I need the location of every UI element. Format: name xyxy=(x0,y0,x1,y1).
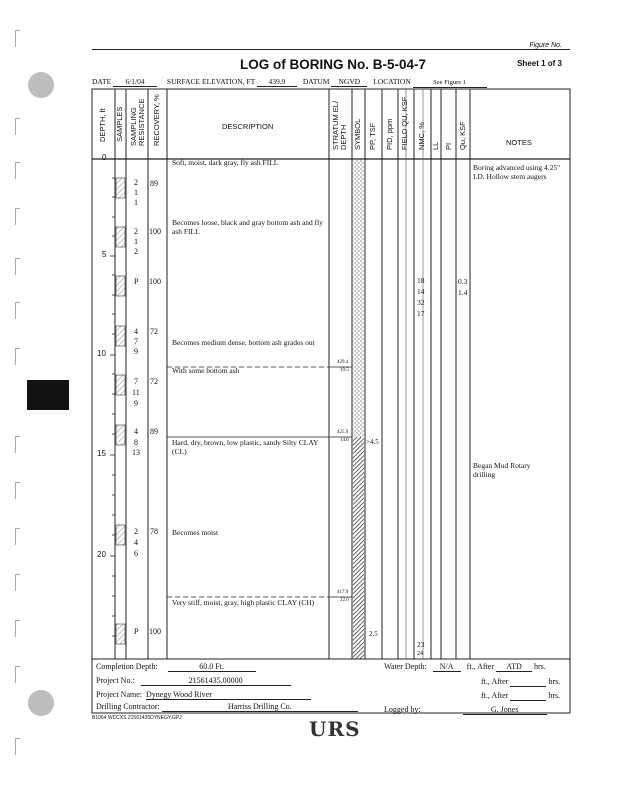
datum-label: DATUM xyxy=(302,77,330,86)
note-2: Began Mud Rotary drilling xyxy=(473,461,531,479)
pp-2: 2.5 xyxy=(369,630,378,638)
col-nmc: NMC, % xyxy=(417,122,426,150)
resistance-1: 2 xyxy=(134,178,138,187)
description-3: Becomes medium dense, bottom ash grades out xyxy=(172,338,315,347)
recovery-1: 89 xyxy=(150,179,158,188)
water-label: Water Depth: xyxy=(384,662,427,671)
stratum-1-depth: 10.5 xyxy=(340,368,349,373)
atd-value: ATD xyxy=(496,662,532,672)
completion-row xyxy=(96,662,256,672)
hrs-label-1: hrs. xyxy=(534,662,546,671)
contractor-value: Harriss Drilling Co. xyxy=(162,702,358,712)
col-resistance-text: SAMPLING RESISTANCE xyxy=(129,98,146,146)
after-label-3: ft., After xyxy=(481,691,509,700)
col-pp: PP, TSF xyxy=(368,122,377,150)
after-blank-3 xyxy=(510,691,546,701)
qu-2: 1.4 xyxy=(458,288,468,297)
note-1: Boring advanced using 4.25" I.D. Hollow stem augers xyxy=(473,163,561,181)
resistance-10: 9 xyxy=(134,347,138,356)
col-qu: Qu, KSF xyxy=(458,121,467,150)
completion-label: Completion Depth: xyxy=(96,662,158,671)
nmc-5: 23 xyxy=(417,640,425,649)
resistance-12: 11 xyxy=(132,388,140,397)
resistance-20: P xyxy=(134,627,139,636)
contractor-row xyxy=(96,702,358,712)
logged-value: G. Jones xyxy=(463,705,547,715)
file-name: B1064 WCCXS 21561435DYNEGY.GPJ xyxy=(92,715,182,721)
project-name-label: Project Name: xyxy=(96,690,142,699)
figure-no: Figure No. xyxy=(529,42,562,49)
col-symbol: SYMBOL xyxy=(353,118,362,150)
recovery-3: 100 xyxy=(149,277,161,286)
qu-1: 0.3 xyxy=(458,277,468,286)
col-pid: PID, ppm xyxy=(385,118,394,150)
recovery-5: 72 xyxy=(150,377,158,386)
resistance-15: 8 xyxy=(134,438,138,447)
resistance-19: 6 xyxy=(134,549,138,558)
project-no-label: Project No.: xyxy=(96,676,135,685)
resistance-5: 1 xyxy=(134,237,138,246)
nmc-2: 14 xyxy=(417,287,425,296)
col-field-qu: FIELD QU, KSF xyxy=(400,96,409,150)
stratum-3-depth: 22.0 xyxy=(340,598,349,603)
stratum-2-el: 425.9 xyxy=(337,430,349,435)
description-6: Becomes moist xyxy=(172,528,219,537)
logged-row xyxy=(384,705,547,715)
after-blank-2 xyxy=(510,677,546,687)
resistance-8: 4 xyxy=(134,327,138,336)
hrs-label-2: hrs. xyxy=(548,677,561,686)
col-recovery: RECOVERY, % xyxy=(152,94,161,146)
resistance-14: 4 xyxy=(134,427,138,436)
location-value: See Figure 1 xyxy=(413,78,487,88)
log-title: LOG of BORING No. B-5-04-7 xyxy=(240,57,427,72)
location-label: LOCATION xyxy=(373,77,411,86)
water-value: N/A xyxy=(433,662,461,672)
stratum-1-el: 429.4 xyxy=(337,360,349,365)
resistance-4: 2 xyxy=(134,227,138,236)
elev-value: 439.9 xyxy=(257,77,297,87)
depth-5: 5 xyxy=(102,250,107,259)
water-row-2 xyxy=(481,677,560,687)
stratum-2-depth: 14.0 xyxy=(340,438,349,443)
water-row xyxy=(384,662,546,672)
description-5: Hard, dry, brown, low plastic, sandy Silty CLAY (CL) xyxy=(172,438,319,456)
depth-0: 0 xyxy=(102,153,107,162)
resistance-18: 4 xyxy=(134,538,138,547)
recovery-4: 72 xyxy=(150,327,158,336)
datum-value: NGVD xyxy=(331,77,367,87)
resistance-7: P xyxy=(134,277,139,286)
nmc-6: 24 xyxy=(417,651,423,657)
recovery-8: 100 xyxy=(149,627,161,636)
hrs-label-3: hrs. xyxy=(548,691,561,700)
description-1: Soft, moist, dark gray, fly ash FILL xyxy=(172,158,279,167)
pp-1: >4.5 xyxy=(366,438,379,446)
nmc-4: 17 xyxy=(417,309,425,318)
date-value: 6/1/04 xyxy=(113,77,157,87)
date-label: DATE xyxy=(92,77,112,86)
resistance-13: 9 xyxy=(134,399,138,408)
col-resistance xyxy=(130,86,146,146)
recovery-2: 100 xyxy=(149,227,161,236)
description-2: Becomes loose, black and gray bottom ash and fly ash FILL xyxy=(172,218,324,236)
depth-20: 20 xyxy=(97,550,106,559)
project-no-value: 21561435.00000 xyxy=(141,676,291,686)
project-no-row xyxy=(96,676,291,686)
nmc-1: 18 xyxy=(417,276,425,285)
resistance-17: 2 xyxy=(134,527,138,536)
col-depth: DEPTH, ft xyxy=(98,108,107,142)
col-ll: LL xyxy=(431,141,440,150)
nmc-3: 32 xyxy=(417,298,425,307)
contractor-label: Drilling Contractor: xyxy=(96,702,160,711)
col-notes: NOTES xyxy=(506,138,532,147)
resistance-6: 2 xyxy=(134,247,138,256)
project-name-row xyxy=(96,690,311,700)
col-description: DESCRIPTION xyxy=(222,122,274,131)
recovery-6: 89 xyxy=(150,427,158,436)
recovery-7: 78 xyxy=(150,527,158,536)
urs-logo: URS xyxy=(309,717,361,741)
project-name-value: Dynegy Wood River xyxy=(146,690,311,700)
col-samples: SAMPLES xyxy=(115,106,124,142)
resistance-9: 7 xyxy=(134,337,138,346)
resistance-11: 7 xyxy=(134,377,138,386)
depth-15: 15 xyxy=(97,449,106,458)
resistance-3: 1 xyxy=(134,198,138,207)
water-row-3 xyxy=(481,691,560,701)
description-4: With some bottom ash xyxy=(172,366,240,375)
resistance-2: 1 xyxy=(134,188,138,197)
logged-label: Logged by: xyxy=(384,705,421,714)
sheet-number: Sheet 1 of 3 xyxy=(517,59,562,68)
elev-label: SURFACE ELEVATION, FT xyxy=(166,77,256,86)
stratum-3-el: 417.9 xyxy=(337,590,349,595)
col-stratum xyxy=(332,100,348,150)
col-pi: PI xyxy=(444,142,453,150)
description-7: Very stiff, moist, gray, high plastic CLAY (CH) xyxy=(172,598,315,607)
depth-10: 10 xyxy=(97,349,106,358)
resistance-16: 13 xyxy=(132,448,140,457)
after-label-2: ft., After xyxy=(481,677,509,686)
after-label-1: ft., After xyxy=(466,662,494,671)
completion-value: 60.0 Ft. xyxy=(168,662,256,672)
col-stratum-text: STRATUM EL/ DEPTH xyxy=(331,100,348,150)
